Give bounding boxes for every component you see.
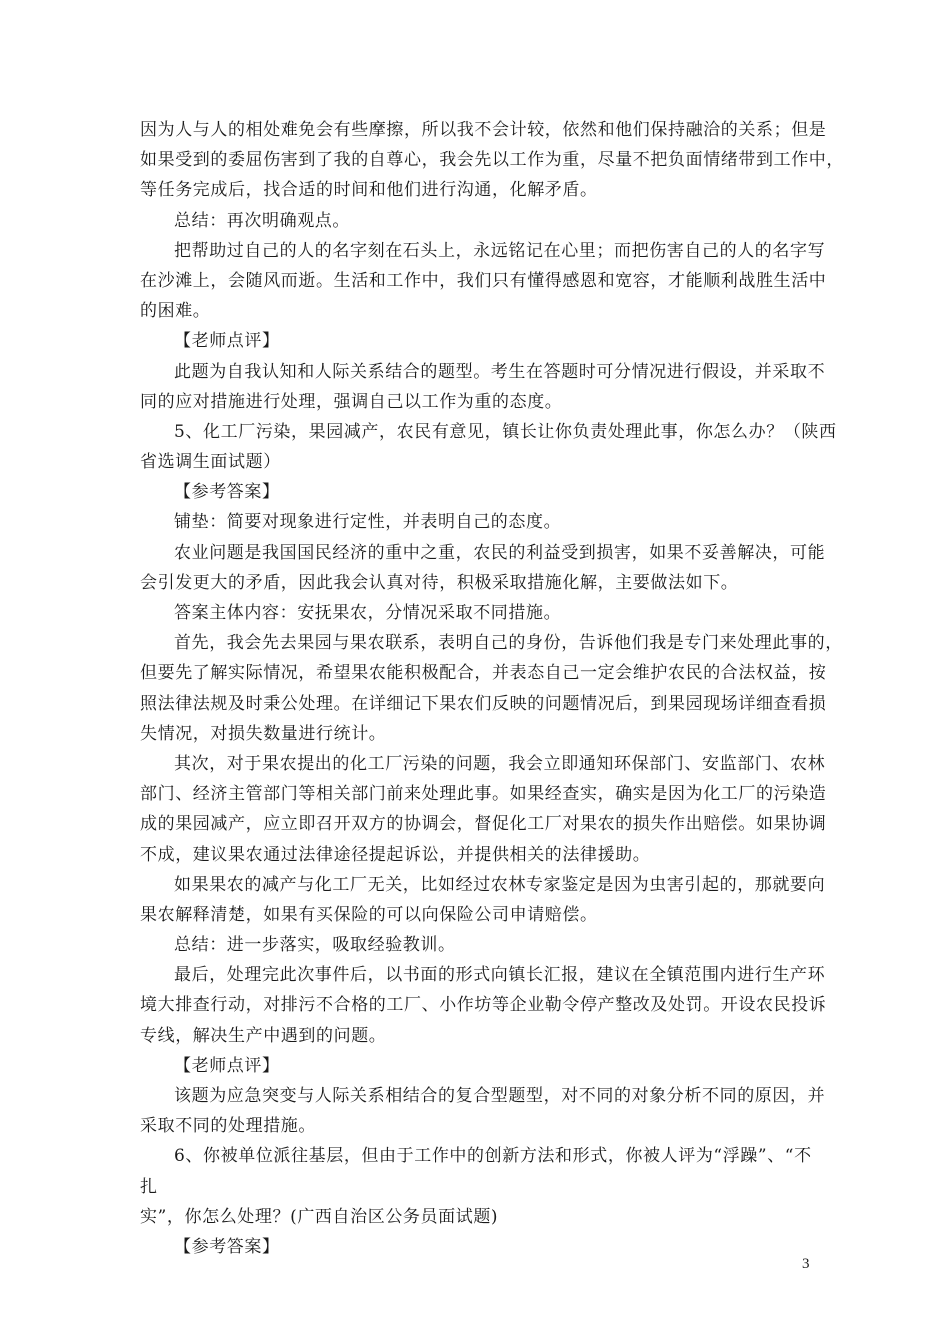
- summary-label: 总结：进一步落实，吸取经验教训。: [174, 935, 456, 956]
- section-heading: 【老师点评】: [174, 1055, 280, 1076]
- text-line: 此题为自我认知和人际关系结合的题型。考生在答题时可分情况进行假设，并采取不: [174, 361, 826, 382]
- text-line: 如果受到的委屈伤害到了我的自尊心，我会先以工作为重，尽量不把负面情绪带到工作中，: [140, 150, 844, 171]
- text-line: 果农解释清楚，如果有买保险的可以向保险公司申请赔偿。: [140, 904, 598, 925]
- section-heading: 【参考答案】: [174, 482, 280, 503]
- text-line: 在沙滩上，会随风而逝。生活和工作中，我们只有懂得感恩和宽容，才能顺利战胜生活中: [140, 270, 827, 291]
- text-line: 如果果农的减产与化工厂无关，比如经过农林专家鉴定是因为虫害引起的，那就要向: [174, 874, 826, 895]
- question-heading: 5、化工厂污染，果园减产，农民有意见，镇长让你负责处理此事，你怎么办？（陕西: [174, 421, 837, 442]
- text-line: 把帮助过自己的人的名字刻在石头上，永远铭记在心里；而把伤害自己的人的名字写: [174, 240, 826, 261]
- section-heading: 【老师点评】: [174, 331, 280, 352]
- text-line: 同的应对措施进行处理，强调自己以工作为重的态度。: [140, 391, 563, 412]
- text-line: 首先，我会先去果园与果农联系，表明自己的身份，告诉他们我是专门来处理此事的，: [174, 633, 843, 654]
- text-line: 照法律法规及时秉公处理。在详细记下果农们反映的问题情况后，到果园现场详细查看损: [140, 693, 827, 714]
- page-number: 3: [802, 1256, 810, 1272]
- text-line: 专线，解决生产中遇到的问题。: [140, 1025, 387, 1046]
- document-body: [140, 116, 844, 1263]
- question-heading: 6、你被单位派往基层，但由于工作中的创新方法和形式，你被人评为“浮躁”、“不: [174, 1146, 812, 1167]
- text-line: 省选调生面试题）: [140, 452, 281, 473]
- text-line: 成的果园减产，应立即召开双方的协调会，督促化工厂对果农的损失作出赔偿。如果协调: [140, 814, 827, 835]
- text-line: 境大排查行动，对排污不合格的工厂、小作坊等企业勒令停产整改及处罚。开设农民投诉: [140, 995, 827, 1016]
- text-line: 的困难。: [140, 301, 211, 322]
- text-line: 等任务完成后，找合适的时间和他们进行沟通，化解矛盾。: [140, 180, 598, 201]
- text-line: 铺垫：简要对现象进行定性，并表明自己的态度。: [174, 512, 562, 533]
- text-line: 农业问题是我国国民经济的重中之重，农民的利益受到损害，如果不妥善解决，可能: [174, 542, 826, 563]
- summary-label: 总结：再次明确观点。: [174, 210, 350, 231]
- text-line: 该题为应急突变与人际关系相结合的复合型题型，对不同的对象分析不同的原因，并: [174, 1086, 826, 1106]
- text-line: 因为人与人的相处难免会有些摩擦，所以我不会计较，依然和他们保持融洽的关系；但是: [140, 120, 827, 140]
- text-line: 失情况，对损失数量进行统计。: [140, 723, 387, 744]
- text-line: 部门、经济主管部门等相关部门前来处理此事。如果经查实，确实是因为化工厂的污染造: [140, 784, 827, 805]
- text-line: 实”，你怎么处理？(广西自治区公务员面试题): [140, 1206, 499, 1227]
- text-line: 采取不同的处理措施。: [140, 1116, 316, 1137]
- text-line: 最后，处理完此次事件后，以书面的形式向镇长汇报，建议在全镇范围内进行生产环: [174, 965, 826, 986]
- section-heading: 【参考答案】: [174, 1236, 280, 1257]
- text-line: 答案主体内容：安抚果农，分情况采取不同措施。: [174, 603, 562, 623]
- text-line: 不成，建议果农通过法律途径提起诉讼，并提供相关的法律援助。: [140, 844, 651, 865]
- text-line: 但要先了解实际情况，希望果农能积极配合，并表态自己一定会维护农民的合法权益，按: [140, 663, 827, 684]
- text-line: 会引发更大的矛盾，因此我会认真对待，积极采取措施化解，主要做法如下。: [140, 572, 739, 593]
- text-line: 其次，对于果农提出的化工厂污染的问题，我会立即通知环保部门、安监部门、农林: [174, 753, 826, 774]
- text-line: 扎: [140, 1176, 158, 1197]
